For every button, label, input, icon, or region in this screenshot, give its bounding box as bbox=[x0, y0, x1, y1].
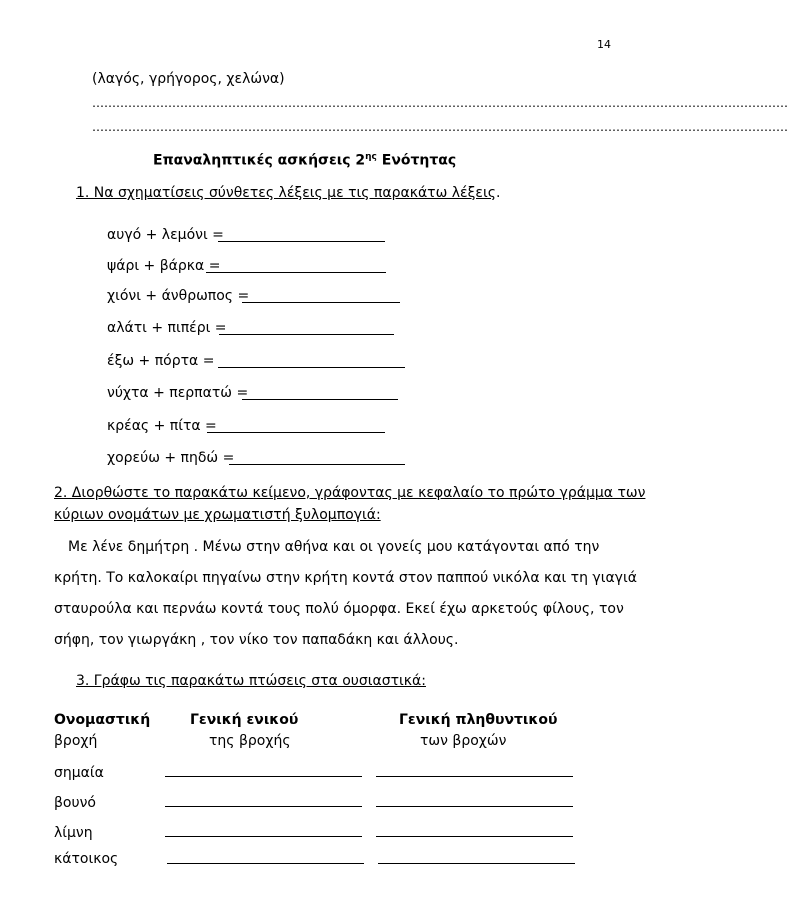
genitive-singular-blank[interactable] bbox=[165, 806, 362, 807]
genitive-singular-blank[interactable] bbox=[165, 776, 362, 777]
section-heading bbox=[153, 152, 456, 169]
example-genitive-plural: των βροχών bbox=[420, 733, 507, 749]
noun-word: βουνό bbox=[54, 795, 96, 811]
compound-item: κρέας + πίτα = bbox=[107, 418, 217, 434]
exercise-1-title bbox=[76, 185, 500, 201]
answer-blank[interactable] bbox=[242, 399, 398, 400]
exercise-2-title-line-2: κύριων ονομάτων με χρωματιστή ξυλομπογιά: bbox=[54, 507, 381, 523]
genitive-singular-blank[interactable] bbox=[167, 863, 364, 864]
example-genitive-singular: της βροχής bbox=[209, 733, 291, 749]
genitive-plural-blank[interactable] bbox=[376, 806, 573, 807]
exercise-2-text-line: σταυρούλα και περνάω κοντά τους πολύ όμορφα. Εκεί έχω αρκετούς φίλους, τον bbox=[54, 601, 624, 617]
exercise-2-text-line: κρήτη. Το καλοκαίρι πηγαίνω στην κρήτη κοντά στον παππού νικόλα και τη γιαγιά bbox=[54, 570, 637, 586]
genitive-singular-blank[interactable] bbox=[165, 836, 362, 837]
compound-item: έξω + πόρτα = bbox=[107, 353, 215, 369]
column-header-genitive-singular: Γενική ενικού bbox=[190, 712, 299, 728]
answer-blank[interactable] bbox=[219, 334, 394, 335]
exercise-2-title-line-1: 2. Διορθώστε το παρακάτω κείμενο, γράφοντας με κεφαλαίο το πρώτο γράμμα των bbox=[54, 485, 646, 501]
compound-item: χορεύω + πηδώ = bbox=[107, 450, 235, 466]
answer-blank[interactable] bbox=[242, 302, 400, 303]
exercise-1-title-period: . bbox=[495, 185, 501, 201]
genitive-plural-blank[interactable] bbox=[376, 836, 573, 837]
answer-blank[interactable] bbox=[206, 272, 386, 273]
answer-blank[interactable] bbox=[218, 241, 385, 242]
compound-item: νύχτα + περπατώ = bbox=[107, 385, 249, 401]
section-heading-text: Επαναληπτικές ασκήσεις 2 bbox=[153, 152, 366, 169]
answer-dots-line-2: ………………………………………………………………………………………………………………………………………………………… bbox=[92, 120, 788, 134]
answer-blank[interactable] bbox=[207, 432, 385, 433]
page-number: 14 bbox=[597, 38, 611, 51]
column-header-nominative: Ονομαστική bbox=[54, 712, 151, 728]
noun-word: λίμνη bbox=[54, 825, 93, 841]
noun-word: κάτοικος bbox=[54, 851, 119, 867]
compound-item: ψάρι + βάρκα = bbox=[107, 258, 221, 274]
genitive-plural-blank[interactable] bbox=[376, 776, 573, 777]
answer-blank[interactable] bbox=[229, 464, 405, 465]
noun-word: σημαία bbox=[54, 765, 104, 781]
genitive-plural-blank[interactable] bbox=[378, 863, 575, 864]
compound-item: αλάτι + πιπέρι = bbox=[107, 320, 227, 336]
compound-item: χιόνι + άνθρωπος = bbox=[107, 288, 250, 304]
answer-blank[interactable] bbox=[218, 367, 405, 368]
exercise-3-title: 3. Γράφω τις παρακάτω πτώσεις στα ουσιαστικά: bbox=[76, 673, 426, 689]
exercise-1-title-text: 1. Να σχηματίσεις σύνθετες λέξεις με τις παρακάτω λέξεις bbox=[76, 185, 496, 201]
exercise-2-text-line: Με λένε δημήτρη . Μένω στην αθήνα και οι γονείς μου κατάγονται από την bbox=[68, 539, 600, 555]
compound-item: αυγό + λεμόνι = bbox=[107, 227, 224, 243]
answer-dots-line-1: ………………………………………………………………………………………………………………………………………………………… bbox=[92, 96, 788, 110]
exercise-2-text-line: σήφη, τον γιωργάκη , τον νίκο τον παπαδάκη και άλλους. bbox=[54, 632, 459, 648]
column-header-genitive-plural: Γενική πληθυντικού bbox=[399, 712, 558, 728]
section-heading-tail: Ενότητας bbox=[376, 152, 457, 169]
example-nominative: βροχή bbox=[54, 733, 98, 749]
intro-word-list: (λαγός, γρήγορος, χελώνα) bbox=[92, 71, 285, 87]
section-heading-superscript: ης bbox=[365, 152, 377, 162]
